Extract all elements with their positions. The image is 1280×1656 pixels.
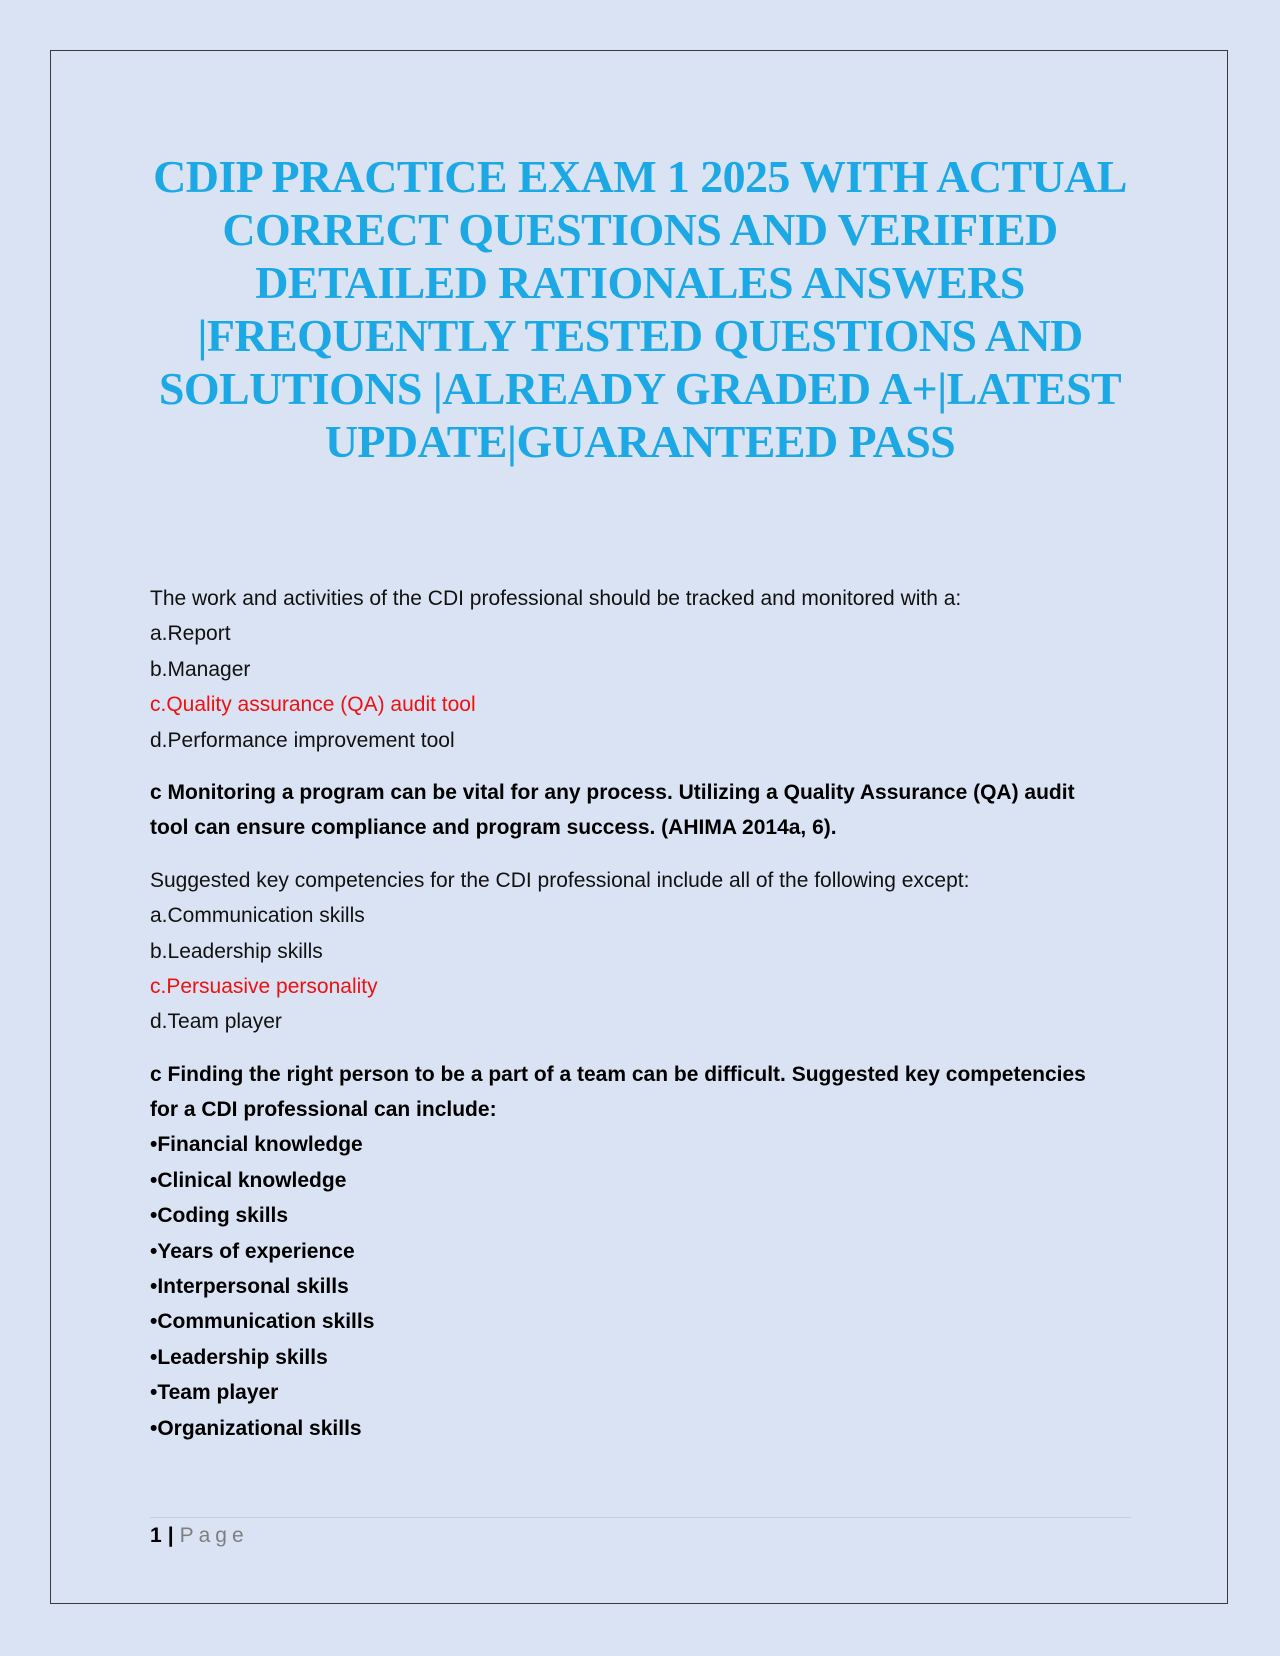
footer-divider [150, 1517, 1131, 1518]
footer-separator: | [167, 1524, 174, 1547]
questions-section [150, 581, 1150, 1463]
title-line: CDIP PRACTICE EXAM 1 2025 WITH ACTUAL [153, 151, 1127, 202]
title-line: UPDATE|GUARANTEED PASS [324, 416, 956, 467]
page-footer [150, 1521, 249, 1551]
answer-option: d.Performance improvement tool [150, 728, 455, 752]
competency-item: •Organizational skills [150, 1416, 362, 1440]
competency-item: •Communication skills [150, 1310, 375, 1334]
competency-item: •Interpersonal skills [150, 1275, 349, 1299]
competency-item: •Clinical knowledge [150, 1168, 347, 1192]
rationale-line: tool can ensure compliance and program success. (AHIMA 2014a, 6). [150, 816, 837, 840]
competency-item: •Team player [150, 1381, 279, 1405]
correct-answer-option: c.Quality assurance (QA) audit tool [150, 693, 476, 717]
rationale-line: c Monitoring a program can be vital for any process. Utilizing a Quality Assurance (QA) audit [150, 780, 1075, 804]
answer-option: b.Manager [150, 657, 251, 681]
question-text: Suggested key competencies for the CDI professional include all of the following except: [150, 868, 970, 892]
title-line: CORRECT QUESTIONS AND VERIFIED [222, 204, 1058, 255]
answer-option: b.Leadership skills [150, 939, 323, 963]
competency-item: •Financial knowledge [150, 1133, 363, 1157]
question-block-1 [150, 581, 1150, 846]
competency-item: •Coding skills [150, 1204, 289, 1228]
title-line: SOLUTIONS |ALREADY GRADED A+|LATEST [158, 363, 1122, 414]
question-text: The work and activities of the CDI professional should be tracked and monitored with a: [150, 587, 962, 610]
answer-option: a.Communication skills [150, 904, 365, 928]
document-title [140, 150, 1140, 468]
page-label: Page [179, 1524, 249, 1547]
rationale-line: for a CDI professional can include: [150, 1098, 497, 1122]
competency-item: •Years of experience [150, 1239, 355, 1263]
title-line: |FREQUENTLY TESTED QUESTIONS AND [197, 310, 1083, 361]
competency-item: •Leadership skills [150, 1345, 328, 1369]
rationale [150, 1057, 1150, 1446]
correct-answer-option: c.Persuasive personality [150, 974, 378, 998]
question-block-2 [150, 863, 1150, 1446]
answer-option: d.Team player [150, 1010, 282, 1034]
rationale-line: c Finding the right person to be a part of a team can be difficult. Suggested key competencies [150, 1062, 1086, 1086]
answer-option: a.Report [150, 622, 231, 646]
rationale [150, 775, 1150, 846]
page-number: 1 [150, 1524, 162, 1547]
title-line: DETAILED RATIONALES ANSWERS [255, 257, 1025, 308]
